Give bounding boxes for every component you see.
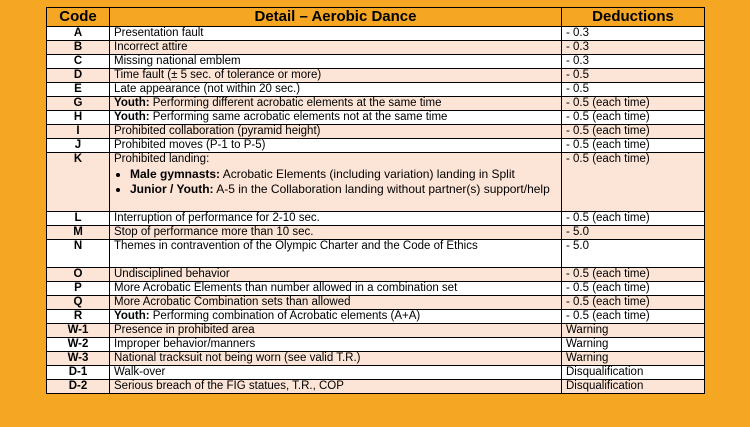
table-row (47, 41, 705, 55)
detail-text: More Acrobatic Elements than number allowed in a combination set (114, 282, 458, 294)
detail-cell (110, 41, 562, 55)
bullet-text: A-5 in the Collaboration landing without partner(s) support/help (213, 182, 550, 196)
bullet-text: Acrobatic Elements (including variation) landing in Split (220, 167, 515, 181)
code-cell: C (47, 55, 110, 69)
table-row (47, 69, 705, 83)
code-cell: N (47, 240, 110, 268)
table-row (47, 324, 705, 338)
table-row (47, 111, 705, 125)
deduction-cell: - 0.5 (562, 83, 705, 97)
deduction-cell: Warning (562, 352, 705, 366)
deduction-cell: - 0.5 (each time) (562, 111, 705, 125)
table-row (47, 296, 705, 310)
detail-text: Performing same acrobatic elements not at the same time (149, 111, 448, 123)
detail-text: Late appearance (not within 20 sec.) (114, 83, 301, 95)
detail-cell (110, 212, 562, 226)
detail-text: More Acrobatic Combination sets than allowed (114, 296, 351, 308)
detail-text: Incorrect attire (114, 41, 188, 53)
detail-cell (110, 111, 562, 125)
detail-cell (110, 324, 562, 338)
detail-text: Stop of performance more than 10 sec. (114, 226, 314, 238)
detail-text: Performing combination of Acrobatic elements (A+A) (149, 310, 421, 322)
detail-text: Presence in prohibited area (114, 324, 255, 336)
table-row (47, 240, 705, 268)
bullet-item (130, 182, 557, 197)
detail-text: National tracksuit not being worn (see valid T.R.) (114, 352, 361, 364)
header-row (47, 8, 705, 27)
code-cell: O (47, 268, 110, 282)
table-row (47, 153, 705, 212)
detail-cell (110, 55, 562, 69)
deduction-cell: Disqualification (562, 366, 705, 380)
table-row (47, 352, 705, 366)
bullet-list (114, 167, 557, 197)
table-body (47, 27, 705, 394)
detail-cell (110, 338, 562, 352)
detail-text: Prohibited landing: (114, 153, 210, 165)
detail-prefix: Youth: (114, 97, 150, 109)
table-row (47, 27, 705, 41)
code-cell: R (47, 310, 110, 324)
code-cell: I (47, 125, 110, 139)
table-row (47, 139, 705, 153)
detail-prefix: Youth: (114, 111, 150, 123)
header-code: Code (47, 8, 110, 27)
deduction-cell: Disqualification (562, 380, 705, 394)
code-cell: A (47, 27, 110, 41)
detail-text: Undisciplined behavior (114, 268, 230, 280)
detail-text: Interruption of performance for 2-10 sec. (114, 212, 320, 224)
deduction-cell: - 0.5 (each time) (562, 212, 705, 226)
deduction-cell: - 5.0 (562, 240, 705, 268)
code-cell: J (47, 139, 110, 153)
detail-text: Time fault (± 5 sec. of tolerance or more) (114, 69, 322, 81)
code-cell: M (47, 226, 110, 240)
code-cell: D-2 (47, 380, 110, 394)
table-row (47, 268, 705, 282)
deduction-cell: - 0.5 (each time) (562, 282, 705, 296)
bullet-item (130, 167, 557, 182)
detail-text: Presentation fault (114, 27, 204, 39)
table-row (47, 83, 705, 97)
deduction-cell: - 0.3 (562, 27, 705, 41)
detail-cell (110, 296, 562, 310)
detail-cell (110, 240, 562, 268)
header-detail: Detail – Aerobic Dance (110, 8, 562, 27)
table-row (47, 310, 705, 324)
code-cell: K (47, 153, 110, 212)
table-row (47, 380, 705, 394)
code-cell: D (47, 69, 110, 83)
detail-cell (110, 310, 562, 324)
code-cell: E (47, 83, 110, 97)
code-cell: W-2 (47, 338, 110, 352)
detail-cell (110, 352, 562, 366)
code-cell: L (47, 212, 110, 226)
detail-text: Themes in contravention of the Olympic Charter and the Code of Ethics (114, 240, 478, 252)
deduction-cell: - 0.5 (each time) (562, 153, 705, 212)
detail-text: Performing different acrobatic elements at the same time (149, 97, 442, 109)
detail-prefix: Youth: (114, 310, 150, 322)
deduction-cell: - 0.5 (each time) (562, 268, 705, 282)
detail-text: Serious breach of the FIG statues, T.R., COP (114, 380, 344, 392)
deduction-cell: - 0.5 (each time) (562, 125, 705, 139)
detail-text: Improper behavior/manners (114, 338, 256, 350)
deduction-cell: Warning (562, 324, 705, 338)
code-cell: P (47, 282, 110, 296)
detail-cell (110, 366, 562, 380)
code-cell: Q (47, 296, 110, 310)
detail-cell (110, 83, 562, 97)
detail-text: Prohibited collaboration (pyramid height) (114, 125, 321, 137)
deduction-cell: - 0.5 (each time) (562, 139, 705, 153)
table-row (47, 338, 705, 352)
table-row (47, 226, 705, 240)
table-row (47, 55, 705, 69)
code-cell: D-1 (47, 366, 110, 380)
detail-cell (110, 282, 562, 296)
detail-text: Walk-over (114, 366, 166, 378)
detail-cell (110, 268, 562, 282)
code-cell: H (47, 111, 110, 125)
code-cell: G (47, 97, 110, 111)
bullet-prefix: Junior / Youth: (130, 182, 214, 196)
detail-cell (110, 69, 562, 83)
detail-cell (110, 139, 562, 153)
detail-cell (110, 27, 562, 41)
deduction-cell: - 0.5 (each time) (562, 310, 705, 324)
deduction-cell: - 0.5 (562, 69, 705, 83)
table-row (47, 212, 705, 226)
code-cell: W-1 (47, 324, 110, 338)
deduction-cell: - 0.5 (each time) (562, 97, 705, 111)
header-deductions: Deductions (562, 8, 705, 27)
table-row (47, 282, 705, 296)
detail-cell (110, 153, 562, 212)
detail-text: Prohibited moves (P-1 to P-5) (114, 139, 266, 151)
table-row (47, 97, 705, 111)
detail-cell (110, 226, 562, 240)
detail-cell (110, 97, 562, 111)
deduction-cell: - 0.3 (562, 55, 705, 69)
deduction-cell: - 0.3 (562, 41, 705, 55)
deductions-table (46, 7, 705, 394)
detail-text: Missing national emblem (114, 55, 241, 67)
deduction-cell: - 5.0 (562, 226, 705, 240)
detail-cell (110, 380, 562, 394)
table-row (47, 125, 705, 139)
deduction-cell: Warning (562, 338, 705, 352)
bullet-prefix: Male gymnasts: (130, 167, 221, 181)
code-cell: B (47, 41, 110, 55)
detail-cell (110, 125, 562, 139)
deduction-cell: - 0.5 (each time) (562, 296, 705, 310)
code-cell: W-3 (47, 352, 110, 366)
table-row (47, 366, 705, 380)
